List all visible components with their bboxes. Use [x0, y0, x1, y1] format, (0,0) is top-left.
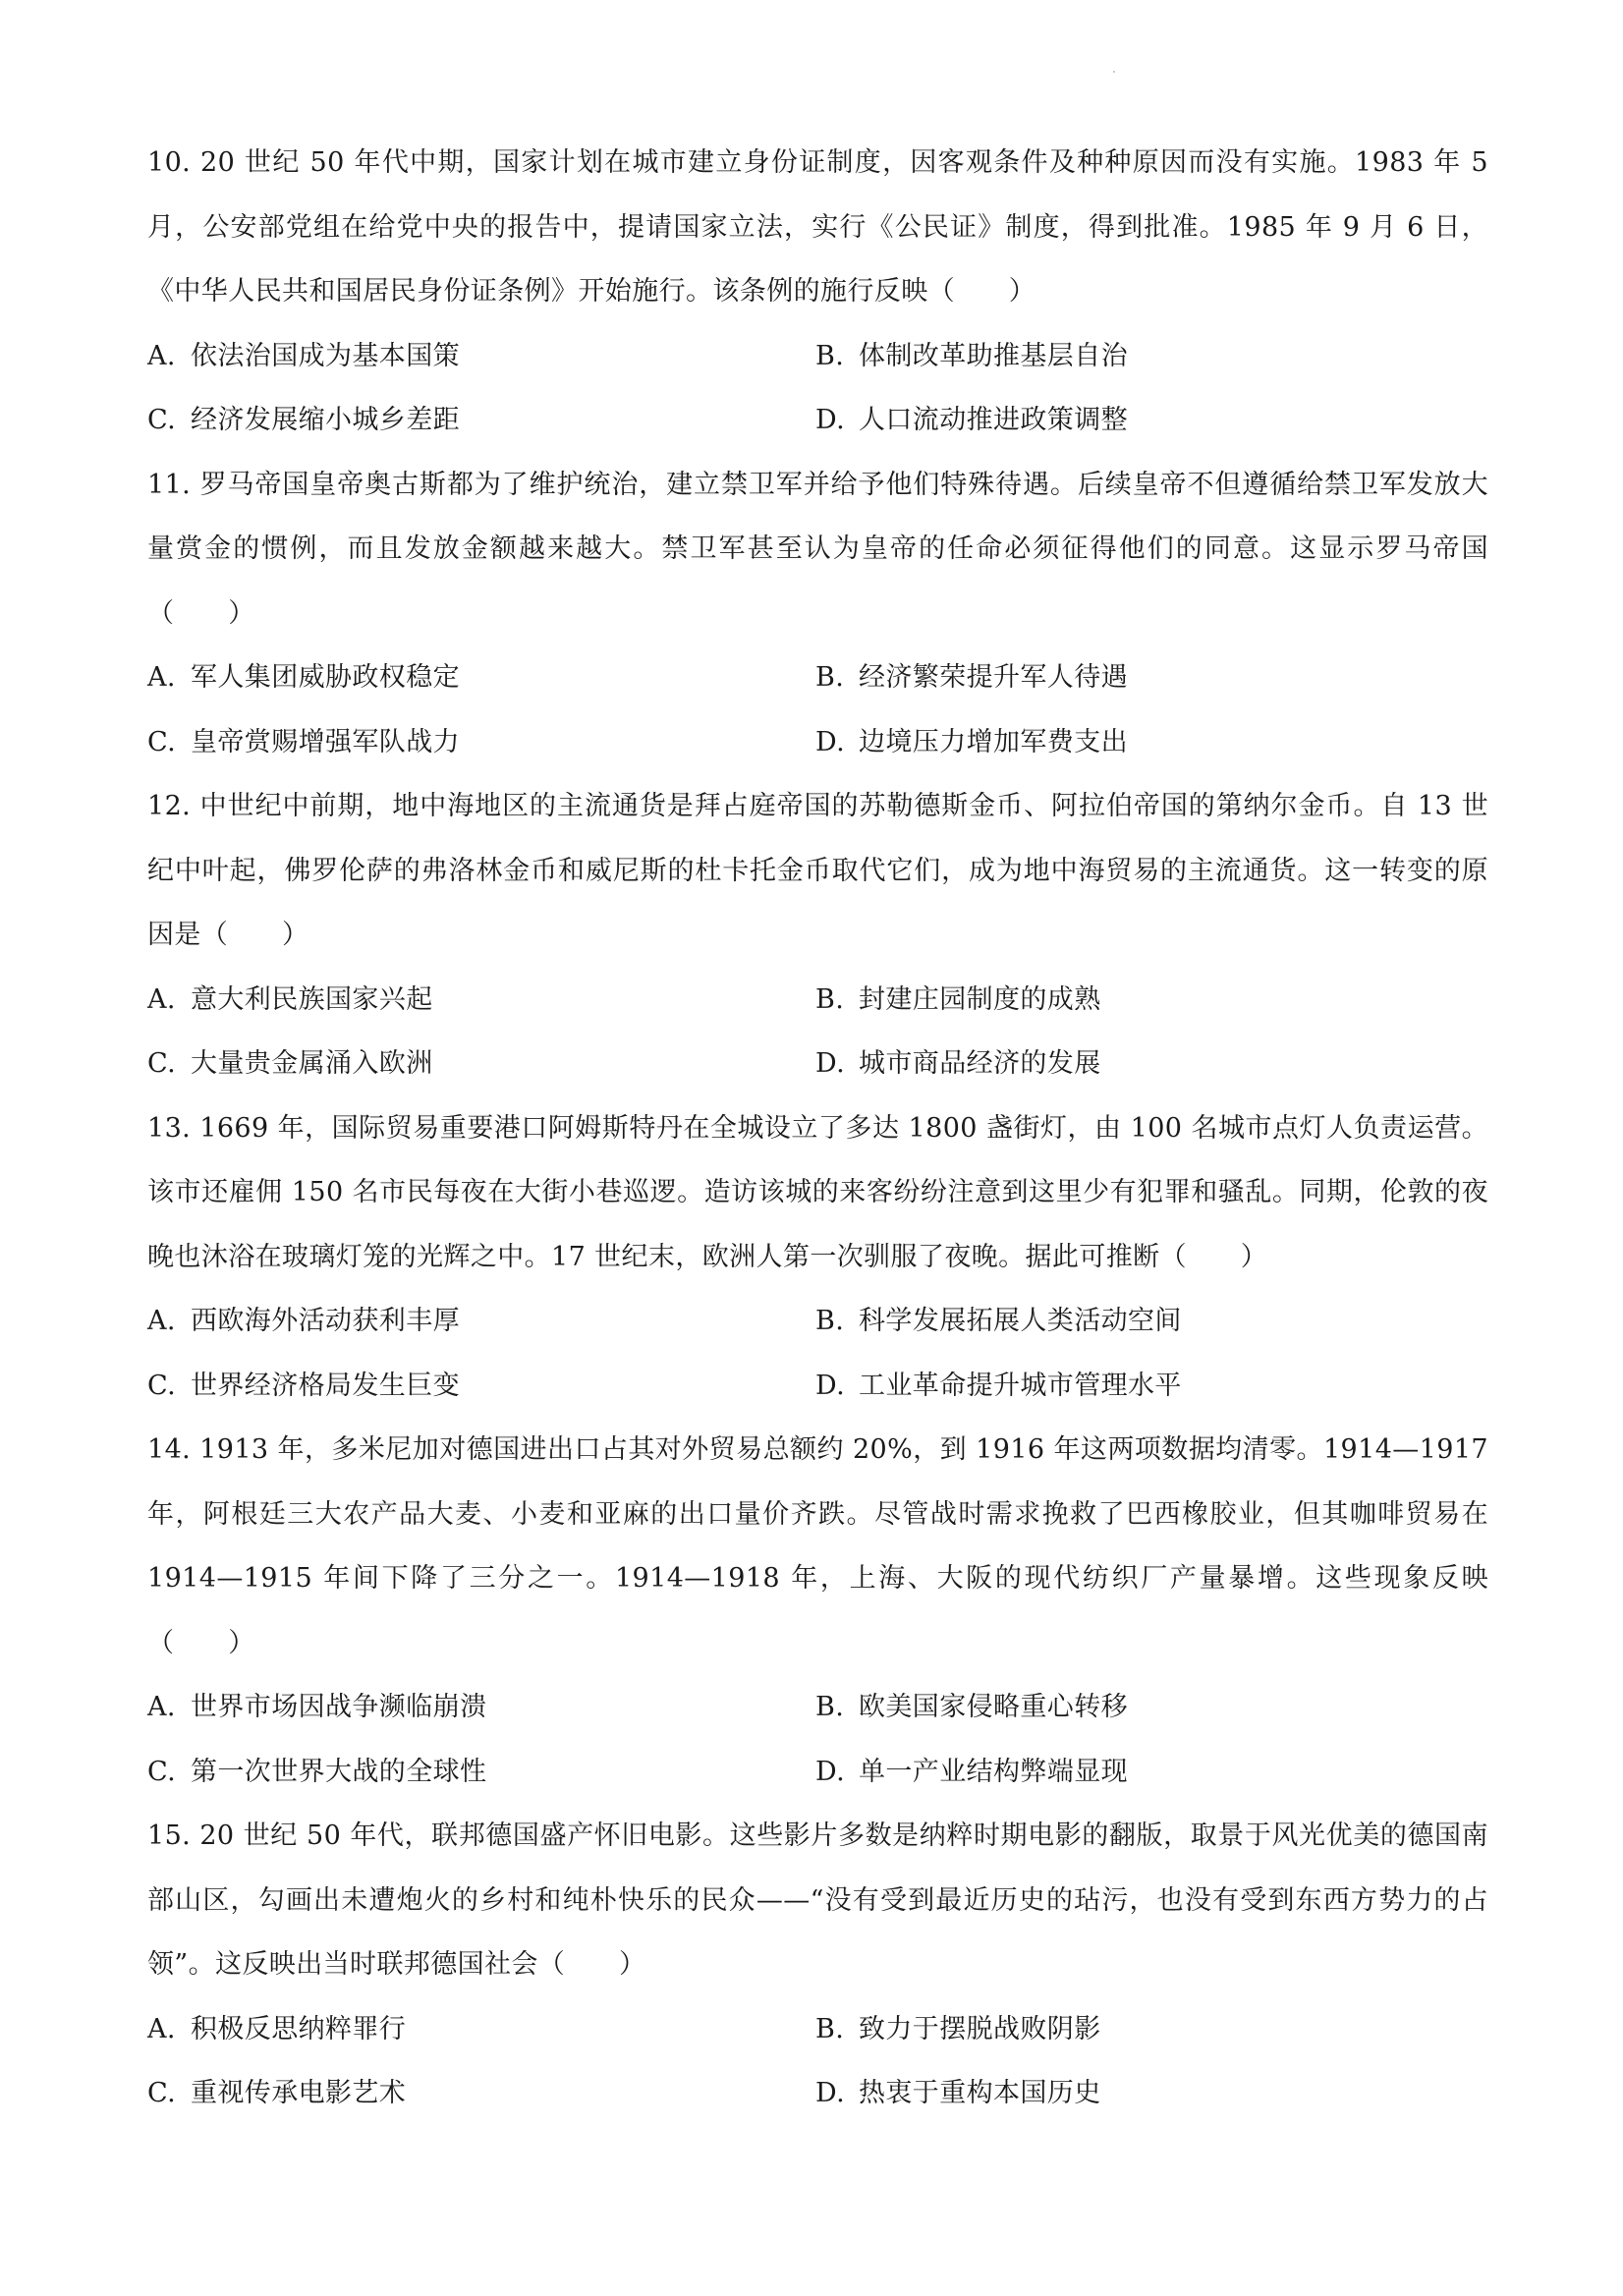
- option-a: [147, 1675, 815, 1740]
- question-stem: 13. 1669 年，国际贸易重要港口阿姆斯特丹在全城设立了多达 1800 盏街灯，由 100 名城市点灯人负责运营。该市还雇佣 150 名市民每夜在大街小巷巡逻。造访该城的来客纷纷注意到这里少有犯罪和骚乱。同期，伦敦的夜晚也沐浴在玻璃灯笼的光辉之中。17 世纪末，欧洲人第一次驯服了夜晚。据此可推断（ ）: [147, 1112, 1488, 1272]
- question-12: [147, 774, 1488, 1096]
- scan-dot: [1113, 71, 1115, 73]
- option-b: [815, 645, 1488, 710]
- option-a: [147, 968, 815, 1033]
- option-b: [815, 1675, 1488, 1740]
- option-text: 意大利民族国家兴起: [191, 983, 433, 1015]
- option-grid: [147, 324, 1488, 453]
- exam-page: [147, 131, 1488, 2126]
- question-14: [147, 1418, 1488, 1804]
- option-text: 单一产业结构弊端显现: [859, 1756, 1128, 1787]
- option-letter: C.: [147, 2078, 177, 2108]
- option-text: 欧美国家侵略重心转移: [859, 1692, 1128, 1722]
- option-letter: B.: [815, 2013, 845, 2044]
- option-d: [815, 1032, 1488, 1096]
- option-c: [147, 1740, 815, 1805]
- option-text: 热衷于重构本国历史: [859, 2078, 1101, 2108]
- question-stem: 10. 20 世纪 50 年代中期，国家计划在城市建立身份证制度，因客观条件及种种原因而没有实施。1983 年 5 月，公安部党组在给党中央的报告中，提请国家立法，实行《公民证》制度，得到批准。1985 年 9 月 6 日，《中华人民共和国居民身份证条例》开始施行。该条例的施行反映（ ）: [147, 147, 1488, 307]
- option-letter: A.: [147, 983, 176, 1015]
- option-letter: A.: [147, 1692, 176, 1722]
- option-b: [815, 968, 1488, 1033]
- question-11: [147, 453, 1488, 775]
- question-stem: 15. 20 世纪 50 年代，联邦德国盛产怀旧电影。这些影片多数是纳粹时期电影的翻版，取景于风光优美的德国南部山区，勾画出未遭炮火的乡村和纯朴快乐的民众——“没有受到最近历史的玷污，也没有受到东西方势力的占领”。这反映出当时联邦德国社会（ ）: [147, 1820, 1488, 1980]
- option-c: [147, 388, 815, 453]
- option-text: 世界市场因战争濒临崩溃: [191, 1692, 487, 1722]
- option-letter: D.: [815, 2078, 846, 2108]
- option-grid: [147, 1675, 1488, 1804]
- option-text: 致力于摆脱战败阴影: [859, 2013, 1101, 2044]
- option-c: [147, 1354, 815, 1419]
- option-a: [147, 1997, 815, 2062]
- option-text: 城市商品经济的发展: [859, 1048, 1101, 1079]
- option-text: 西欧海外活动获利丰厚: [191, 1306, 460, 1336]
- option-letter: A.: [147, 340, 176, 371]
- option-letter: C.: [147, 726, 177, 757]
- option-letter: D.: [815, 1370, 846, 1401]
- option-letter: C.: [147, 1756, 177, 1787]
- option-text: 军人集团威胁政权稳定: [191, 662, 460, 693]
- option-grid: [147, 1997, 1488, 2126]
- option-letter: C.: [147, 405, 177, 435]
- option-text: 体制改革助推基层自治: [859, 340, 1128, 371]
- option-text: 皇帝赏赐增强军队战力: [191, 726, 460, 757]
- option-a: [147, 324, 815, 389]
- option-letter: D.: [815, 1048, 846, 1079]
- question-stem: 11. 罗马帝国皇帝奥古斯都为了维护统治，建立禁卫军并给予他们特殊待遇。后续皇帝不但遵循给禁卫军发放大量赏金的惯例，而且发放金额越来越大。禁卫军甚至认为皇帝的任命必须征得他们的同意。这显示罗马帝国（ ）: [147, 469, 1488, 629]
- option-c: [147, 2061, 815, 2126]
- option-d: [815, 1740, 1488, 1805]
- option-b: [815, 324, 1488, 389]
- question-13: [147, 1096, 1488, 1419]
- option-text: 经济繁荣提升军人待遇: [859, 662, 1128, 693]
- option-letter: A.: [147, 1306, 176, 1336]
- option-d: [815, 388, 1488, 453]
- option-text: 科学发展拓展人类活动空间: [859, 1306, 1182, 1336]
- option-c: [147, 1032, 815, 1096]
- option-grid: [147, 968, 1488, 1096]
- question-15: [147, 1804, 1488, 2126]
- option-letter: B.: [815, 662, 845, 693]
- option-text: 工业革命提升城市管理水平: [859, 1370, 1182, 1401]
- option-b: [815, 1997, 1488, 2062]
- option-d: [815, 2061, 1488, 2126]
- option-letter: D.: [815, 726, 846, 757]
- option-text: 重视传承电影艺术: [191, 2078, 407, 2108]
- option-text: 积极反思纳粹罪行: [191, 2013, 407, 2044]
- question-stem: 12. 中世纪中前期，地中海地区的主流通货是拜占庭帝国的苏勒德斯金币、阿拉伯帝国的第纳尔金币。自 13 世纪中叶起，佛罗伦萨的弗洛林金币和威尼斯的杜卡托金币取代它们，成为地中海贸易的主流通货。这一转变的原因是（ ）: [147, 791, 1488, 950]
- option-grid: [147, 1289, 1488, 1418]
- option-a: [147, 645, 815, 710]
- option-letter: A.: [147, 2013, 176, 2044]
- option-text: 依法治国成为基本国策: [191, 340, 460, 371]
- option-text: 大量贵金属涌入欧洲: [191, 1048, 433, 1079]
- option-text: 经济发展缩小城乡差距: [191, 405, 460, 435]
- option-letter: C.: [147, 1370, 177, 1401]
- option-text: 封建庄园制度的成熟: [859, 983, 1101, 1015]
- option-letter: D.: [815, 1756, 846, 1787]
- option-text: 第一次世界大战的全球性: [191, 1756, 487, 1787]
- option-b: [815, 1289, 1488, 1354]
- option-letter: C.: [147, 1048, 177, 1079]
- question-stem: 14. 1913 年，多米尼加对德国进出口占其对外贸易总额约 20%，到 1916 年这两项数据均清零。1914—1917 年，阿根廷三大农产品大麦、小麦和亚麻的出口量价齐跌。尽管战时需求挽救了巴西橡胶业，但其咖啡贸易在 1914—1915 年间下降了三分之一。1914—1918 年，上海、大阪的现代纺织厂产量暴增。这些现象反映（ ）: [147, 1434, 1488, 1658]
- option-letter: D.: [815, 405, 846, 435]
- option-text: 人口流动推进政策调整: [859, 405, 1128, 435]
- option-letter: A.: [147, 662, 176, 693]
- option-letter: B.: [815, 1692, 845, 1722]
- option-grid: [147, 645, 1488, 774]
- option-d: [815, 1354, 1488, 1419]
- question-10: [147, 131, 1488, 453]
- option-text: 边境压力增加军费支出: [859, 726, 1128, 757]
- option-c: [147, 710, 815, 775]
- option-a: [147, 1289, 815, 1354]
- option-d: [815, 710, 1488, 775]
- option-letter: B.: [815, 983, 845, 1015]
- option-letter: B.: [815, 340, 845, 371]
- option-letter: B.: [815, 1306, 845, 1336]
- option-text: 世界经济格局发生巨变: [191, 1370, 460, 1401]
